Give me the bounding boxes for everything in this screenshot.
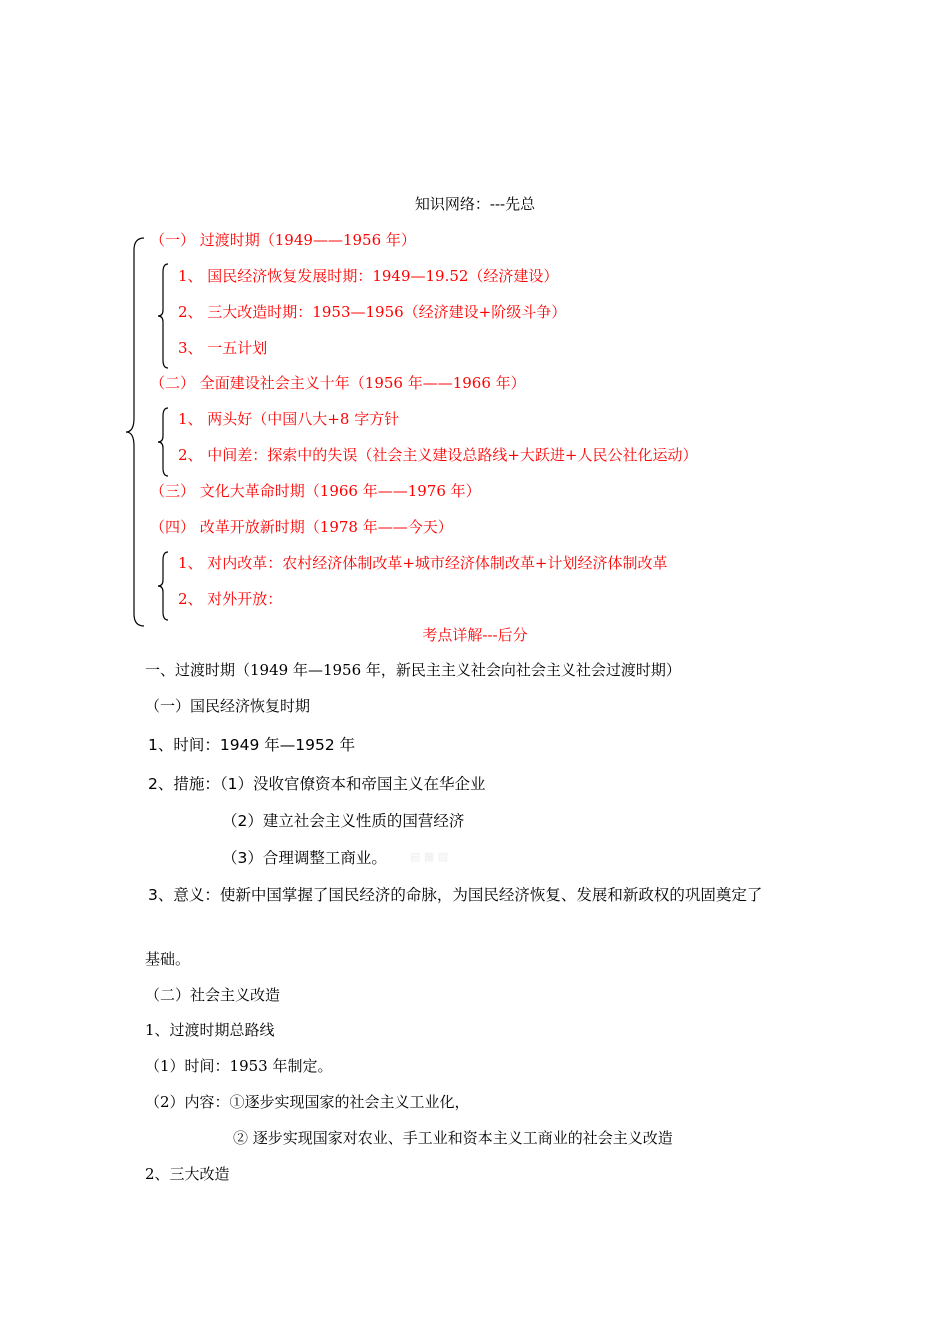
recovery-time: 1、时间：1949 年—1952 年 <box>148 736 356 754</box>
section-1a-heading: （一）国民经济恢复时期 <box>145 697 311 715</box>
section-1b-heading: （二）社会主义改造 <box>145 986 281 1004</box>
recovery-measure-1: 2、措施：（1）没收官僚资本和帝国主义在华企业 <box>148 775 486 793</box>
period-1-item-3: 3、 一五计划 <box>178 339 268 357</box>
recovery-measure-3: （3）合理调整工商业。 <box>222 849 387 867</box>
period-2-item-2: 2、 中间差：探索中的失误（社会主义建设总路线+大跃进+人民公社化运动） <box>178 446 698 464</box>
period-4-item-2: 2、 对外开放： <box>178 590 283 608</box>
period-1-heading: （一） 过渡时期（1949——1956 年） <box>150 231 416 249</box>
general-line-content-2: ② 逐步实现国家对农业、手工业和资本主义工商业的社会主义改造 <box>233 1129 673 1147</box>
period-1-item-2: 2、 三大改造时期：1953—1956（经济建设+阶级斗争） <box>178 303 567 321</box>
outer-brace-icon <box>124 236 148 628</box>
general-line-heading: 1、过渡时期总路线 <box>145 1021 275 1039</box>
period-4-heading: （四） 改革开放新时期（1978 年——今天） <box>150 518 453 536</box>
general-line-time: （1）时间：1953 年制定。 <box>145 1057 333 1075</box>
period-1-item-1: 1、 国民经济恢复发展时期：1949—19.52（经济建设） <box>178 267 559 285</box>
details-title: 考点详解---后分 <box>422 626 528 644</box>
network-title: 知识网络：---先总 <box>414 195 536 213</box>
section-1-heading: 一、过渡时期（1949 年—1956 年，新民主主义社会向社会主义社会过渡时期） <box>145 661 681 679</box>
recovery-measure-2: （2）建立社会主义性质的国营经济 <box>222 812 465 830</box>
recovery-meaning: 3、意义：使新中国掌握了国民经济的命脉，为国民经济恢复、发展和新政权的巩固奠定了 <box>148 886 763 904</box>
period-2-heading: （二） 全面建设社会主义十年（1956 年——1966 年） <box>150 374 526 392</box>
three-transformations-heading: 2、三大改造 <box>145 1165 230 1183</box>
watermark: ▤ ▦ ▧ <box>410 850 449 863</box>
brace-period-2-icon <box>156 406 170 478</box>
period-4-item-1: 1、 对内改革：农村经济体制改革+城市经济体制改革+计划经济体制改革 <box>178 554 668 572</box>
period-2-item-1: 1、 两头好（中国八大+8 字方针 <box>178 410 400 428</box>
brace-period-1-icon <box>156 262 170 370</box>
brace-period-4-icon <box>156 550 170 622</box>
recovery-meaning-continued: 基础。 <box>145 950 191 968</box>
period-3-heading: （三） 文化大革命时期（1966 年——1976 年） <box>150 482 481 500</box>
general-line-content-1: （2）内容：①逐步实现国家的社会主义工业化， <box>145 1093 470 1111</box>
